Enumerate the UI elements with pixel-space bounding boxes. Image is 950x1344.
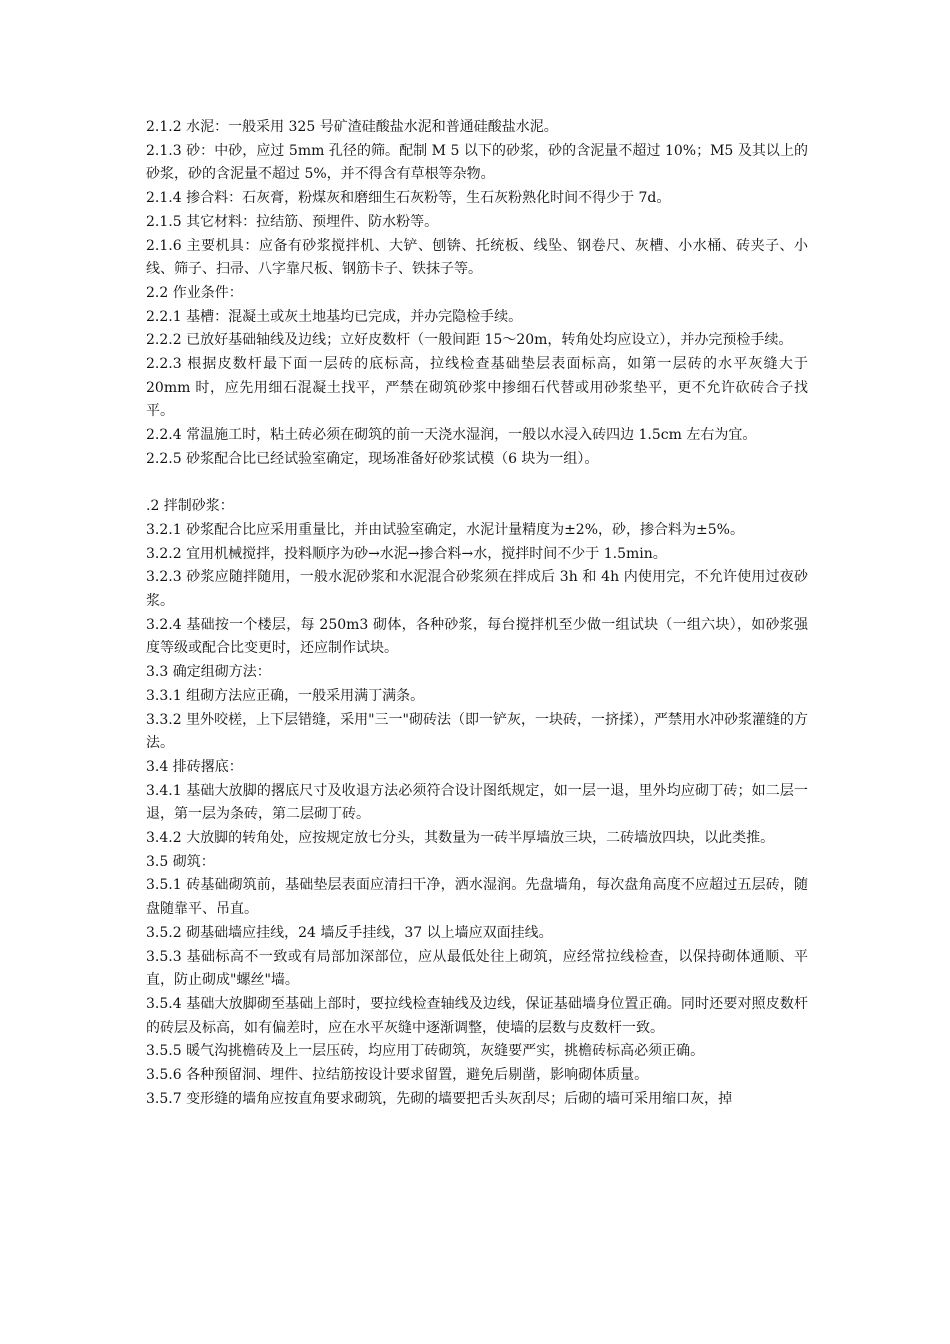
heading-3-3: 3.3 确定组砌方法： — [146, 664, 271, 681]
paragraph-3-5-7: 3.5.7 变形缝的墙角应按直角要求砌筑，先砌的墙要把舌头灰刮尽；后砌的墙可采用缩口灰，掉 — [146, 1090, 733, 1107]
paragraph-3-2-1: 3.2.1 砂浆配合比应采用重量比，并由试验室确定，水泥计量精度为±2%，砂，掺合料为±5%。 — [146, 521, 744, 538]
paragraph-3-5-1: 3.5.1 砖基础砌筑前，基础垫层表面应清扫干净，洒水湿润。先盘墙角，每次盘角高度不应超过五层砖，随盘随靠平、吊直。 — [146, 877, 808, 918]
paragraph-2-1-2: 2.1.2 水泥：一般采用 325 号矿渣硅酸盐水泥和普通硅酸盐水泥。 — [146, 119, 558, 135]
paragraph-2-1-5: 2.1.5 其它材料：拉结筋、预埋件、防水粉等。 — [146, 213, 439, 230]
paragraph-2-2-5: 2.2.5 砂浆配合比已经试验室确定，现场准备好砂浆试模（6 块为一组）。 — [146, 450, 599, 467]
document-body — [146, 116, 808, 1112]
blank-line — [146, 472, 808, 496]
paragraph-3-5-6: 3.5.6 各种预留洞、埋件、拉结筋按设计要求留置，避免后剔凿，影响砌体质量。 — [146, 1067, 649, 1084]
paragraph-3-2-2: 3.2.2 宜用机械搅拌，投料顺序为砂→水泥→掺合料→水，搅拌时间不少于 1.5min。 — [146, 545, 667, 562]
heading-3-5: 3.5 砌筑： — [146, 853, 215, 870]
paragraph-3-3-2: 3.3.2 里外咬槎，上下层错缝，采用"三一"砌砖法（即一铲灰，一块砖，一挤揉），严禁用水冲砂浆灌缝的方法。 — [146, 711, 808, 752]
paragraph-3-2-3: 3.2.3 砂浆应随拌随用，一般水泥砂浆和水泥混合砂浆须在拌成后 3h 和 4h 内使用完，不允许使用过夜砂浆。 — [146, 569, 808, 610]
paragraph-2-2-4: 2.2.4 常温施工时，粘土砖必须在砌筑的前一天浇水湿润，一般以水浸入砖四边 1.5cm 左右为宜。 — [146, 427, 757, 444]
paragraph-2-2-1: 2.2.1 基槽：混凝土或灰土地基均已完成，并办完隐检手续。 — [146, 308, 523, 325]
paragraph-3-3-1: 3.3.1 组砌方法应正确，一般采用满丁满条。 — [146, 687, 425, 704]
paragraph-3-5-2: 3.5.2 砌基础墙应挂线，24 墙反手挂线，37 以上墙应双面挂线。 — [146, 924, 553, 941]
paragraph-3-4-2: 3.4.2 大放脚的转角处，应按规定放七分头，其数量为一砖半厚墙放三块，二砖墙放四块，以此类推。 — [146, 830, 775, 847]
heading-3-4: 3.4 排砖撂底： — [146, 758, 243, 775]
paragraph-2-1-6: 2.1.6 主要机具：应备有砂浆搅拌机、大铲、刨锛、托统板、线坠、钢卷尺、灰槽、小水桶、砖夹子、小线、筛子、扫帚、八字靠尺板、钢筋卡子、铁抹子等。 — [146, 237, 808, 278]
paragraph-3-5-4: 3.5.4 基础大放脚砌至基础上部时，要拉线检查轴线及边线，保证基础墙身位置正确。同时还要对照皮数杆的砖层及标高，如有偏差时，应在水平灰缝中逐渐调整，使墙的层数与皮数杆一致。 — [146, 996, 808, 1036]
paragraph-2-2-2: 2.2.2 已放好基础轴线及边线；立好皮数杆（一般间距 15～20m，转角处均应设立），并办完预检手续。 — [146, 332, 793, 349]
paragraph-2-1-4: 2.1.4 掺合料：石灰膏，粉煤灰和磨细生石灰粉等，生石灰粉熟化时间不得少于 7d。 — [146, 190, 671, 207]
paragraph-3-2-4: 3.2.4 基础按一个楼层，每 250m3 砌体，各种砂浆，每台搅拌机至少做一组试块（一组六块），如砂浆强度等级或配合比变更时，还应制作试块。 — [146, 616, 808, 657]
paragraph-2-1-3: 2.1.3 砂：中砂，应过 5mm 孔径的筛。配制 M 5 以下的砂浆，砂的含泥量不超过 10%；M5 及其以上的砂浆，砂的含泥量不超过 5%，并不得含有草根等杂物。 — [146, 142, 808, 183]
paragraph-3-4-1: 3.4.1 基础大放脚的撂底尺寸及收退方法必须符合设计图纸规定，如一层一退，里外均应砌丁砖；如二层一退，第一层为条砖，第二层砌丁砖。 — [146, 782, 808, 823]
paragraph-3-5-5: 3.5.5 暖气沟挑檐砖及上一层压砖，均应用丁砖砌筑，灰缝要严实，挑檐砖标高必须正确。 — [146, 1043, 705, 1060]
heading-2-2: 2.2 作业条件： — [146, 284, 243, 301]
heading-3-2: .2 拌制砂浆： — [146, 498, 234, 515]
paragraph-3-5-3: 3.5.3 基础标高不一致或有局部加深部位，应从最低处往上砌筑，应经常拉线检查，以保持砌体通顺、平直，防止砌成"螺丝"墙。 — [146, 948, 808, 989]
paragraph-2-2-3: 2.2.3 根据皮数杆最下面一层砖的底标高，拉线检查基础垫层表面标高，如第一层砖的水平灰缝大于 20mm 时，应先用细石混凝土找平，严禁在砌筑砂浆中掺细石代替或用砂浆垫平，更不允许砍砖合子找平。 — [146, 356, 808, 420]
